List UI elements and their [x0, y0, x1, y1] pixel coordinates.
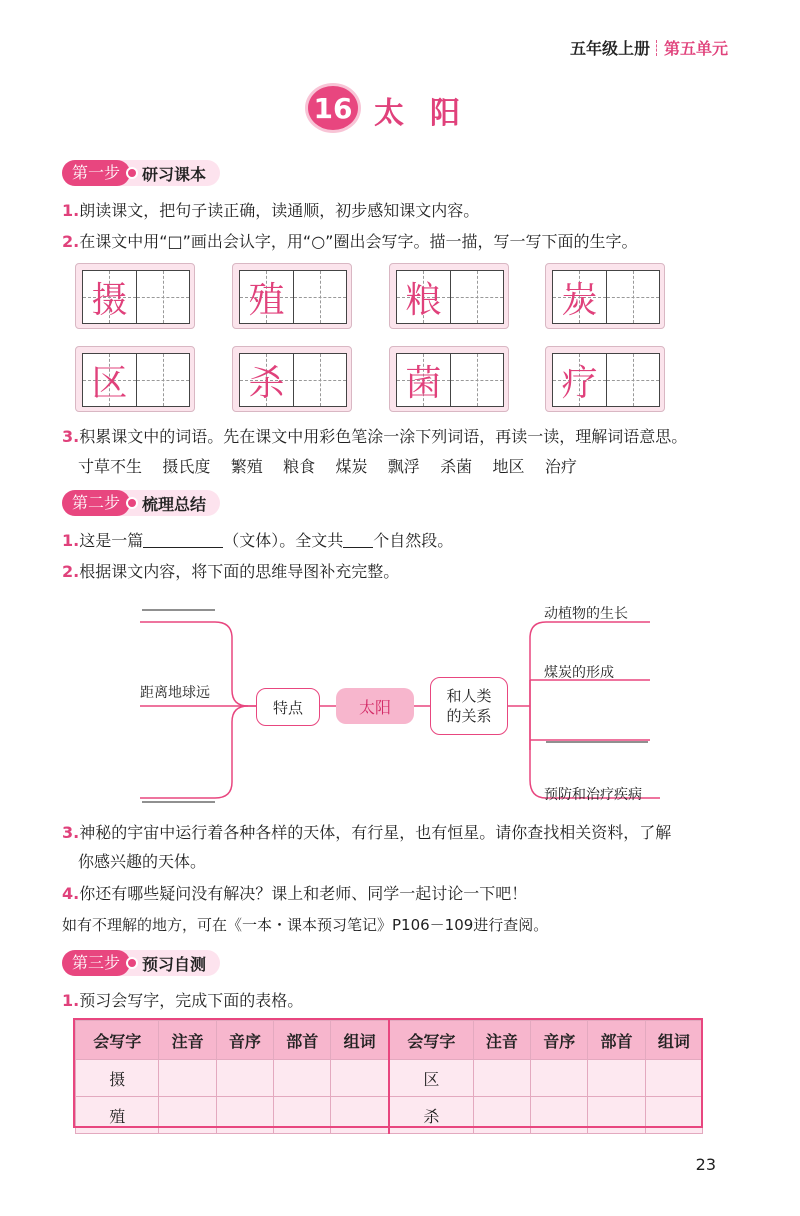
char-grid[interactable]: [545, 346, 665, 412]
table-header: 注音: [473, 1021, 530, 1060]
char-grid[interactable]: [545, 263, 665, 329]
step2-label: 第二步: [62, 490, 130, 516]
word: 摄氏度: [162, 457, 211, 476]
char-glyph: 殖: [248, 279, 285, 321]
header-divider: [656, 40, 658, 56]
step-dot-icon: [128, 959, 136, 967]
answer-blank[interactable]: [343, 531, 373, 548]
char-glyph: 菌: [405, 362, 442, 404]
mindmap-left-branch: 距离地球远: [140, 685, 210, 701]
step3-q1: [62, 990, 303, 1012]
step3-banner: [62, 950, 220, 976]
word: 繁殖: [230, 457, 263, 476]
answer-cell[interactable]: [531, 1097, 588, 1134]
answer-cell[interactable]: [531, 1060, 588, 1097]
step1-label: 第一步: [62, 160, 130, 186]
table-cell-char: 殖: [76, 1097, 159, 1134]
mindmap-center-node: 太阳: [336, 688, 414, 724]
item-number: 2.: [62, 232, 80, 251]
char-grid[interactable]: [75, 346, 195, 412]
char-glyph: 区: [91, 362, 128, 404]
answer-cell[interactable]: [216, 1060, 273, 1097]
item-number: 2.: [62, 562, 80, 581]
table-header-row: [76, 1021, 703, 1060]
char-glyph: 摄: [91, 279, 128, 321]
item-text: 在课文中用“□”画出会认字，用“○”圈出会写字。描一描，写一写下面的生字。: [79, 232, 638, 251]
answer-blank[interactable]: [143, 531, 223, 548]
unit-label: 第五单元: [663, 39, 728, 58]
item-number: 1.: [62, 201, 80, 220]
word: 煤炭: [335, 457, 368, 476]
char-glyph: 粮: [405, 279, 442, 321]
item-number: 3.: [62, 427, 80, 446]
table-header: 音序: [531, 1021, 588, 1060]
table-header: 音序: [216, 1021, 273, 1060]
item-number: 3.: [62, 823, 80, 842]
relation-line-1: 和人类: [446, 687, 492, 705]
answer-cell[interactable]: [588, 1097, 645, 1134]
step-dot-icon: [128, 499, 136, 507]
item-number: 1.: [62, 991, 80, 1010]
table-header: 会写字: [389, 1021, 473, 1060]
mindmap-relation-node: [430, 677, 508, 735]
item-text: 朗读课文，把句子读正确，读通顺，初步感知课文内容。: [79, 201, 480, 220]
char-glyph: 炭: [561, 279, 598, 321]
table-header: 会写字: [76, 1021, 159, 1060]
item-text: 你还有哪些疑问没有解决？课上和老师、同学一起讨论一下吧！: [79, 884, 528, 903]
word: 飘浮: [387, 457, 420, 476]
word: 地区: [492, 457, 525, 476]
mindmap-right-branch: 动植物的生长: [544, 606, 628, 622]
table-header: 组词: [645, 1021, 702, 1060]
word: 寸草不生: [78, 457, 143, 476]
step1-item-1: [62, 200, 479, 222]
table-row: [76, 1097, 703, 1134]
answer-cell[interactable]: [274, 1060, 331, 1097]
step2-q2: [62, 561, 399, 583]
answer-cell[interactable]: [473, 1097, 530, 1134]
item-number: 1.: [62, 531, 80, 550]
q1-text-c: 个自然段。: [373, 531, 454, 550]
char-glyph: 杀: [248, 362, 285, 404]
char-grid[interactable]: [389, 263, 509, 329]
word: 杀菌: [440, 457, 473, 476]
answer-cell[interactable]: [331, 1097, 389, 1134]
step1-name: 研习课本: [142, 164, 207, 184]
table-header: 组词: [331, 1021, 389, 1060]
char-grid[interactable]: [232, 346, 352, 412]
grade-label: 五年级上册: [569, 39, 650, 58]
word: 治疗: [544, 457, 577, 476]
page-number: 23: [695, 1155, 716, 1174]
item-text: 预习会写字，完成下面的表格。: [79, 991, 304, 1010]
char-glyph: 疗: [561, 362, 598, 404]
step2-q3-line2: 你感兴趣的天体。: [78, 852, 207, 871]
word-list: [78, 456, 577, 478]
answer-cell[interactable]: [216, 1097, 273, 1134]
page-header: [570, 36, 728, 59]
table-cell-char: 杀: [389, 1097, 473, 1134]
item-text: 神秘的宇宙中运行着各种各样的天体，有行星，也有恒星。请你查找相关资料，了解: [79, 823, 672, 842]
answer-cell[interactable]: [645, 1060, 702, 1097]
relation-line-2: 的关系: [446, 707, 492, 725]
step1-item-3: [62, 426, 687, 448]
answer-cell[interactable]: [473, 1060, 530, 1097]
step2-banner: [62, 490, 220, 516]
reference-note: 如有不理解的地方，可在《一本・课本预习笔记》P106－109进行查阅。: [62, 916, 549, 934]
step3-label: 第三步: [62, 950, 130, 976]
mindmap-feature-node: 特点: [256, 688, 320, 726]
mindmap-right-branch: 煤炭的形成: [544, 665, 614, 681]
item-text: 积累课文中的词语。先在课文中用彩色笔涂一涂下列词语，再读一读，理解词语意思。: [79, 427, 688, 446]
step1-banner: [62, 160, 220, 186]
table-header: 部首: [588, 1021, 645, 1060]
char-grid[interactable]: [389, 346, 509, 412]
table-header: 注音: [159, 1021, 216, 1060]
table-row: [76, 1060, 703, 1097]
q1-text-a: 这是一篇: [79, 531, 144, 550]
table-header: 部首: [274, 1021, 331, 1060]
characters-table: [75, 1020, 703, 1134]
step2-q3-line1: [62, 822, 671, 844]
step1-item-2: [62, 231, 637, 253]
step2-name: 梳理总结: [142, 494, 207, 514]
lesson-title: 太阳: [374, 96, 486, 131]
answer-cell[interactable]: [645, 1097, 702, 1134]
item-number: 4.: [62, 884, 80, 903]
answer-cell[interactable]: [274, 1097, 331, 1134]
answer-cell[interactable]: [331, 1060, 389, 1097]
mindmap-right-branch: 预防和治疗疾病: [544, 787, 642, 803]
answer-cell[interactable]: [159, 1060, 216, 1097]
item-text: 根据课文内容，将下面的思维导图补充完整。: [79, 562, 400, 581]
step-dot-icon: [128, 169, 136, 177]
q1-text-b: （文体）。全文共: [223, 531, 344, 550]
answer-cell[interactable]: [159, 1097, 216, 1134]
char-grid[interactable]: [75, 263, 195, 329]
step3-name: 预习自测: [142, 954, 207, 974]
step2-q1: [62, 530, 453, 552]
step2-q4: [62, 883, 527, 905]
lesson-number-badge: 16: [308, 86, 358, 130]
table-cell-char: 区: [389, 1060, 473, 1097]
table-cell-char: 摄: [76, 1060, 159, 1097]
word: 粮食: [283, 457, 316, 476]
char-grid[interactable]: [232, 263, 352, 329]
answer-cell[interactable]: [588, 1060, 645, 1097]
